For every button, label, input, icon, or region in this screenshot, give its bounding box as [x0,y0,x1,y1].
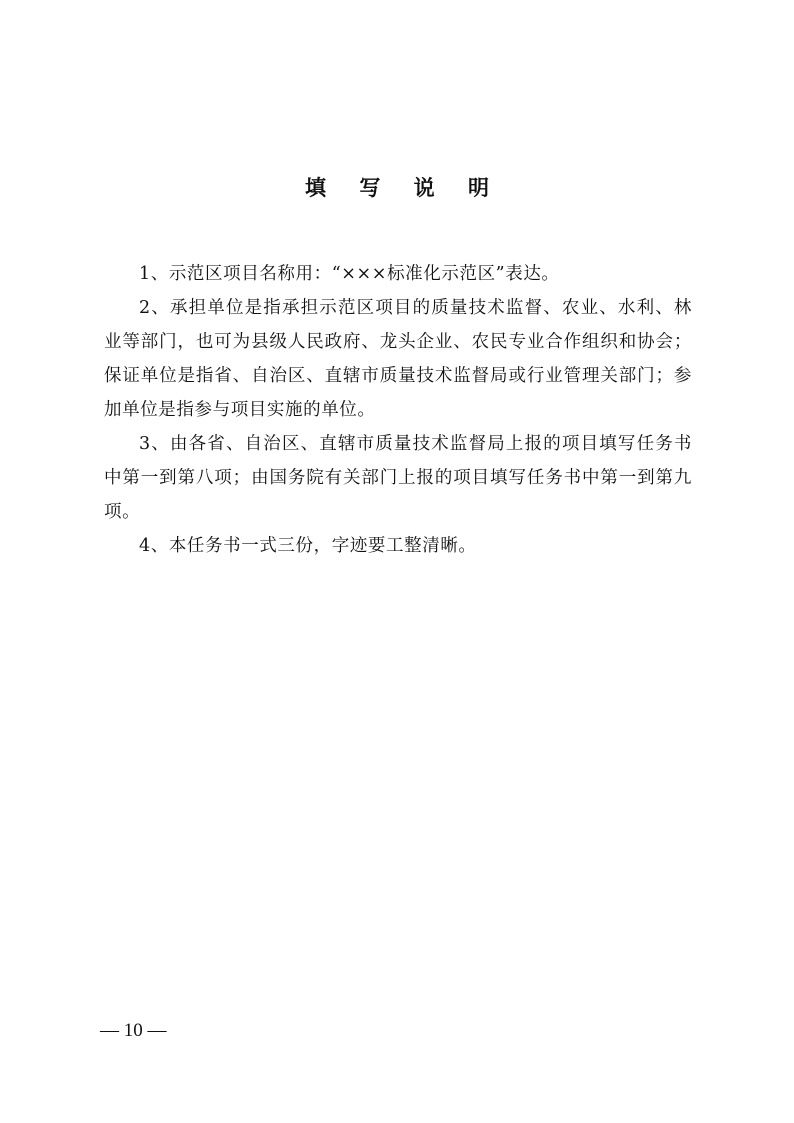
page-number: — 10 — [100,1020,167,1041]
instruction-item-4: 4、本任务书一式三份，字迹要工整清晰。 [139,536,477,556]
instruction-item-2: 2、承担单位是指承担示范区项目的质量技术监督、农业、水利、林业等部门，也可为县级人民政府、龙头企业、农民专业合作组织和协会；保证单位是指省、自治区、直辖市质量技术监督局或行业管理关部门；参加单位是指参与项目实施的单位。 [104,298,692,420]
instruction-item-1: 1、示范区项目名称用：“×××标准化示范区”表达。 [139,264,560,284]
instruction-item-3: 3、由各省、自治区、直辖市质量技术监督局上报的项目填写任务书中第一到第八项；由国务院有关部门上报的项目填写任务书中第一到第九项。 [104,434,692,522]
page-title: 填 写 说 明 [305,176,502,200]
instructions-body [104,257,692,563]
